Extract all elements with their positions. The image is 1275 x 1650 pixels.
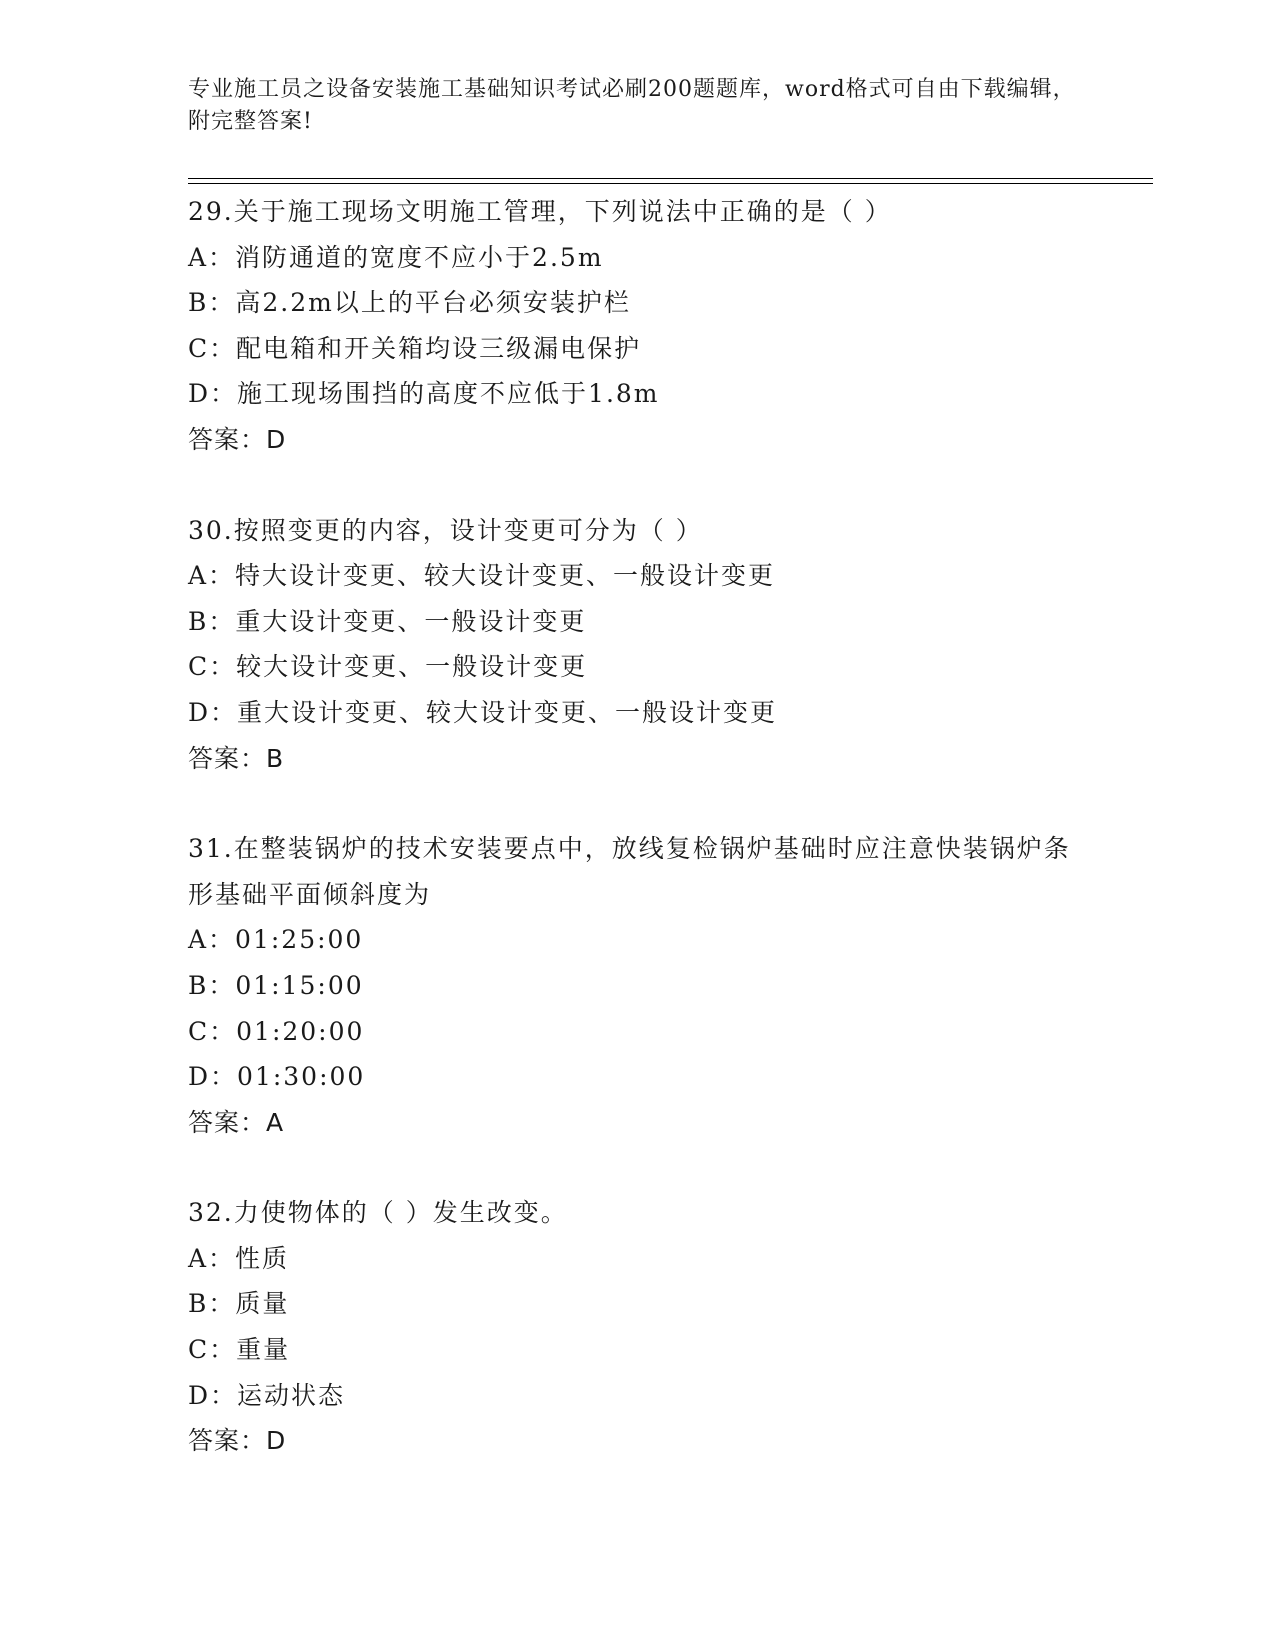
option-c: C：较大设计变更、一般设计变更 [188, 652, 588, 682]
answer: 答案：D [188, 424, 287, 454]
answer: 答案：B [188, 743, 285, 773]
question-32 [188, 1190, 1088, 1464]
document-header: 专业施工员之设备安装施工基础知识考试必刷200题题库，word格式可自由下载编辑，附完整答案! [188, 77, 1076, 134]
option-b: B：高2.2m以上的平台必须安装护栏 [188, 288, 631, 318]
option-d: D：重大设计变更、较大设计变更、一般设计变更 [188, 697, 778, 727]
option-d: D：运动状态 [188, 1380, 346, 1410]
option-d: D：01:30:00 [188, 1062, 366, 1092]
option-b: B：重大设计变更、一般设计变更 [188, 606, 587, 636]
option-a: A：特大设计变更、较大设计变更、一般设计变更 [188, 561, 776, 591]
header-divider-top [188, 178, 1153, 179]
option-c: C：配电箱和开关箱均设三级漏电保护 [188, 333, 642, 363]
option-b: B：质量 [188, 1289, 290, 1319]
option-a: A：01:25:00 [188, 925, 364, 955]
option-c: C：重量 [188, 1335, 291, 1365]
answer: 答案：D [188, 1426, 287, 1456]
question-list [188, 189, 1088, 1509]
question-stem: 29.关于施工现场文明施工管理，下列说法中正确的是（ ） [188, 197, 892, 226]
question-29 [188, 189, 1088, 463]
header-divider-bottom [188, 183, 1153, 184]
question-stem: 32.力使物体的（ ）发生改变。 [188, 1198, 568, 1228]
answer: 答案：A [188, 1107, 285, 1137]
option-c: C：01:20:00 [188, 1016, 365, 1046]
option-a: A：消防通道的宽度不应小于2.5m [188, 242, 604, 272]
option-a: A：性质 [188, 1243, 290, 1273]
question-stem: 31.在整装锅炉的技术安装要点中，放线复检锅炉基础时应注意快装锅炉条形基础平面倾斜度为 [188, 834, 1071, 909]
question-31 [188, 826, 1088, 1145]
question-30 [188, 508, 1088, 782]
option-b: B：01:15:00 [188, 970, 364, 1000]
question-stem: 30.按照变更的内容，设计变更可分为（ ） [188, 515, 703, 545]
option-d: D：施工现场围挡的高度不应低于1.8m [188, 379, 660, 409]
